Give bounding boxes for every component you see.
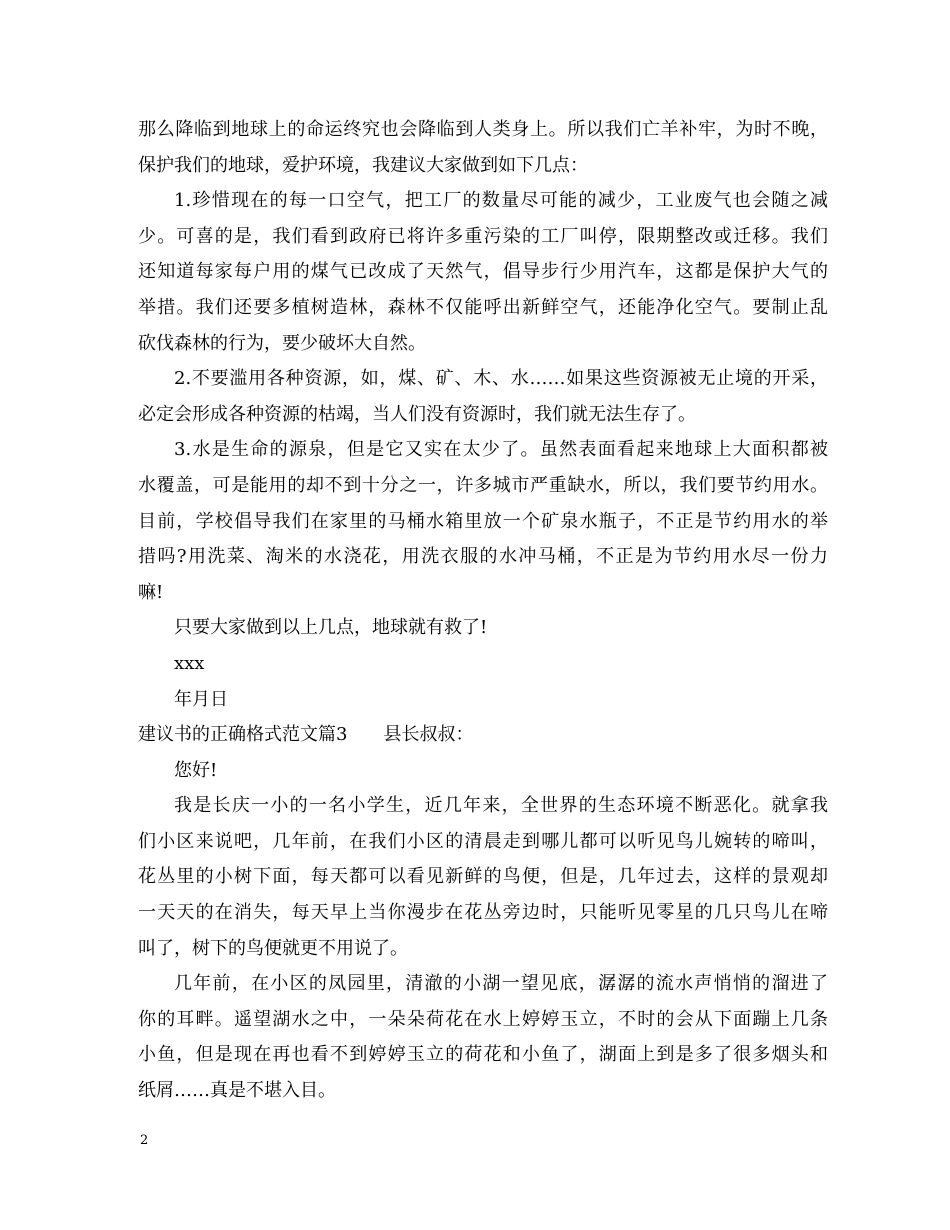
date-line: 年月日 [174, 688, 228, 710]
text-line: 2.不要滥用各种资源，如，煤、矿、木、水……如果这些资源被无止境的开采， [174, 368, 828, 390]
text-line: 一天天的在消失，每天早上当你漫步在花丛旁边时，只能听见零星的几只鸟儿在啼 [138, 902, 828, 924]
text-line: 们小区来说吧，几年前，在我们小区的清晨走到哪儿都可以听见鸟儿婉转的啼叫， [138, 830, 828, 852]
text-line: 只要大家做到以上几点，地球就有救了! [174, 617, 488, 639]
text-line: 必定会形成各种资源的枯竭，当人们没有资源时，我们就无法生存了。 [138, 403, 696, 425]
text-line: 保护我们的地球，爱护环境，我建议大家做到如下几点： [138, 154, 588, 176]
author-name: xxx [174, 652, 205, 674]
text-line: 举措。我们还要多植树造林，森林不仅能呼出新鲜空气，还能净化空气。要制止乱 [138, 296, 828, 318]
text-line: 我是长庆一小的一名小学生，近几年来，全世界的生态环境不断恶化。就拿我 [174, 795, 828, 817]
text-line: 花丛里的小树下面，每天都可以看见新鲜的鸟便，但是，几年过去，这样的景观却 [138, 866, 828, 888]
salutation: 县长叔叔： [383, 724, 474, 746]
text-line: 你的耳畔。遥望湖水之中，一朵朵荷花在水上婷婷玉立，不时的会从下面蹦上几条 [138, 1008, 828, 1030]
text-line: 3.水是生命的源泉，但是它又实在太少了。虽然表面看起来地球上大面积都被 [174, 439, 828, 461]
text-line: 目前，学校倡导我们在家里的马桶水箱里放一个矿泉水瓶子，不正是节约用水的举 [138, 510, 828, 532]
section-title: 建议书的正确格式范文篇3 [138, 724, 348, 746]
text-line: 少。可喜的是，我们看到政府已将许多重污染的工厂叫停，限期整改或迁移。我们 [138, 225, 828, 247]
text-line: 措吗?用洗菜、淘米的水浇花，用洗衣服的水冲马桶，不正是为节约用水尽一份力 [138, 546, 828, 568]
text-line: 1.珍惜现在的每一口空气，把工厂的数量尽可能的减少，工业废气也会随之减 [174, 190, 828, 212]
text-line: 水覆盖，可是能用的却不到十分之一，许多城市严重缺水，所以，我们要节约用水。 [138, 474, 828, 496]
text-line: 叫了，树下的鸟便就更不用说了。 [138, 937, 408, 959]
text-line: 那么降临到地球上的命运终究也会降临到人类身上。所以我们亡羊补牢，为时不晚， [138, 119, 828, 140]
section-heading-line [138, 717, 828, 753]
text-line: 嘛! [138, 581, 164, 603]
document-body [138, 112, 828, 1109]
text-line: 几年前，在小区的凤园里，清澈的小湖一望见底，潺潺的流水声悄悄的溜进了 [174, 973, 828, 995]
text-line: 还知道每家每户用的煤气已改成了天然气，倡导步行少用汽车，这都是保护大气的 [138, 261, 828, 283]
text-line: 小鱼，但是现在再也看不到婷婷玉立的荷花和小鱼了，湖面上到是多了很多烟头和 [138, 1044, 828, 1066]
greeting: 您好! [174, 759, 218, 781]
text-line: 纸屑……真是不堪入目。 [138, 1080, 336, 1102]
page-number: 2 [140, 1133, 149, 1148]
text-line: 砍伐森林的行为，要少破坏大自然。 [138, 332, 426, 354]
